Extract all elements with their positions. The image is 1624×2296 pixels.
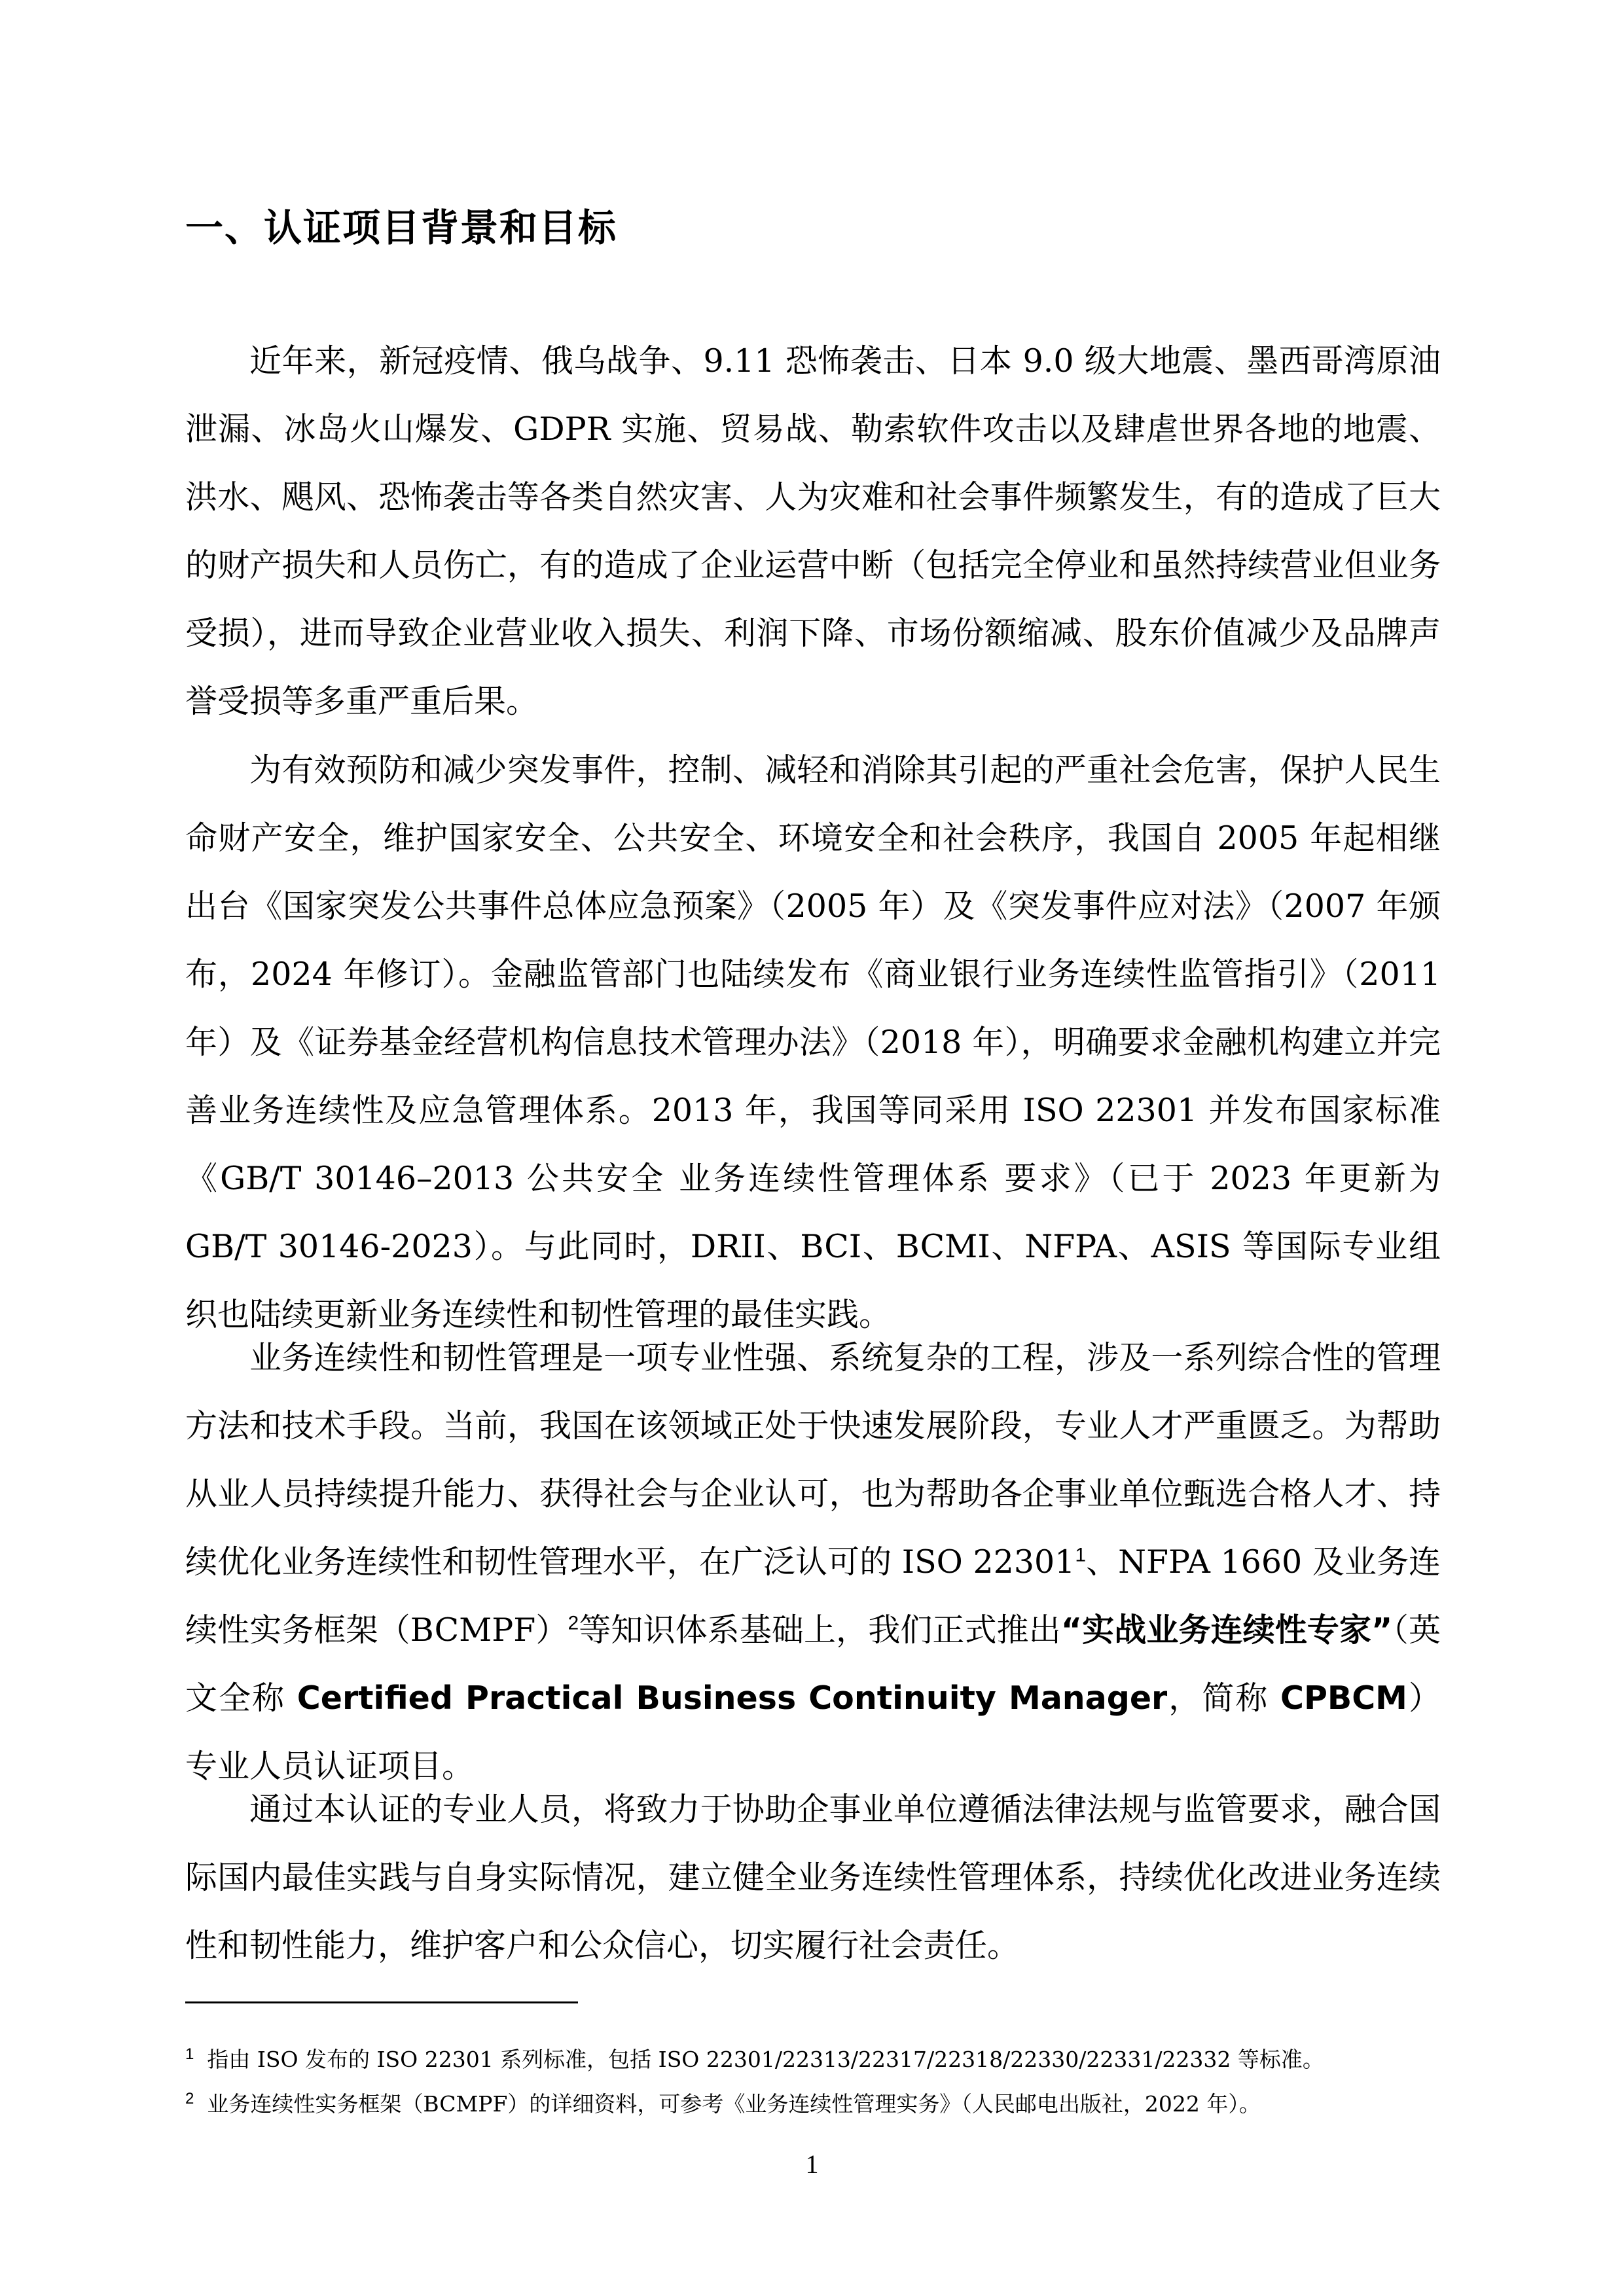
paragraph-certification-goals: 通过本认证的专业人员，将致力于协助企事业单位遵循法律法规与监管要求，融合国际国内最佳实践与自身实际情况，建立健全业务连续性管理体系，持续优化改进业务连续性和韧性能力，维护客户和公众信心，切实履行社会责任。: [185, 1791, 1441, 1964]
p3-text-6: ）专业人员认证项目。: [185, 1679, 1441, 1785]
footnote-1: [185, 2043, 1441, 2076]
section-heading: 一、认证项目背景和目标: [185, 206, 618, 250]
footnote-2: [185, 2088, 1441, 2121]
footnote-divider: [185, 2001, 578, 2003]
p3-text-4: （英文全称: [185, 1611, 1441, 1717]
p3-text-2: 、NFPA 1660 及业务连续性实务框架（BCMPF）: [185, 1543, 1441, 1649]
p3-text-3: 等知识体系基础上，我们正式推出: [579, 1611, 1061, 1649]
p3-text-5: ，简称: [1167, 1679, 1280, 1717]
p3-text-1: 业务连续性和韧性管理是一项专业性强、系统复杂的工程，涉及一系列综合性的管理方法和技术手段。当前，我国在该领域正处于快速发展阶段，专业人才严重匮乏。为帮助从业人员持续提升能力、获得社会与企业认可，也为帮助各企事业单位甄选合格人才、持续优化业务连续性和韧性管理水平，在广泛认可的 ISO 22301: [185, 1339, 1441, 1581]
page-number: 1: [805, 2149, 819, 2179]
footnote-text-1: 指由 ISO 发布的 ISO 22301 系列标准，包括 ISO 22301/22313/22317/22318/22330/22331/22332 等标准。: [207, 2047, 1324, 2072]
paragraph-background: 近年来，新冠疫情、俄乌战争、9.11 恐怖袭击、日本 9.0 级大地震、墨西哥湾原油泄漏、冰岛火山爆发、GDPR 实施、贸易战、勒索软件攻击以及肆虐世界各地的地震、洪水、飓风、恐怖袭击等各类自然灾害、人为灾难和社会事件频繁发生，有的造成了巨大的财产损失和人员伤亡，有的造成了企业运营中断（包括完全停业和虽然持续营业但业务受损），进而导致企业营业收入损失、利润下降、市场份额缩减、股东价值减少及品牌声誉受损等多重严重后果。: [185, 342, 1441, 720]
certification-abbreviation: CPBCM: [1280, 1679, 1407, 1717]
footnote-ref-1: 1: [1075, 1544, 1087, 1566]
certification-title-en: Certified Practical Business Continuity Manager: [297, 1679, 1168, 1717]
paragraph-regulations: 为有效预防和减少突发事件，控制、减轻和消除其引起的严重社会危害，保护人民生命财产安全，维护国家安全、公共安全、环境安全和社会秩序，我国自 2005 年起相继出台《国家突发公共事件总体应急预案》（2005 年）及《突发事件应对法》（2007 年颁布，2024 年修订）。金融监管部门也陆续发布《商业银行业务连续性监管指引》（2011 年）及《证券基金经营机构信息技术管理办法》（2018 年），明确要求金融机构建立并完善业务连续性及应急管理体系。2013 年，我国等同采用 ISO 22301 并发布国家标准《GB/T 30146–2013 公共安全 业务连续性管理体系 要求》（已于 2023 年更新为 GB/T 30146-2023）。与此同时，DRII、BCI、BCMI、NFPA、ASIS 等国际专业组织也陆续更新业务连续性和韧性管理的最佳实践。: [185, 751, 1441, 1333]
footnote-mark-1: 1: [185, 2045, 194, 2063]
paragraph-certification-intro: [185, 1324, 1441, 1801]
certification-title-cn: “实战业务连续性专家”: [1060, 1611, 1393, 1649]
footnote-mark-2: 2: [185, 2090, 194, 2108]
footnote-ref-2: 2: [568, 1612, 579, 1634]
footnote-text-2: 业务连续性实务框架（BCMPF）的详细资料，可参考《业务连续性管理实务》（人民邮电出版社，2022 年）。: [207, 2091, 1261, 2117]
